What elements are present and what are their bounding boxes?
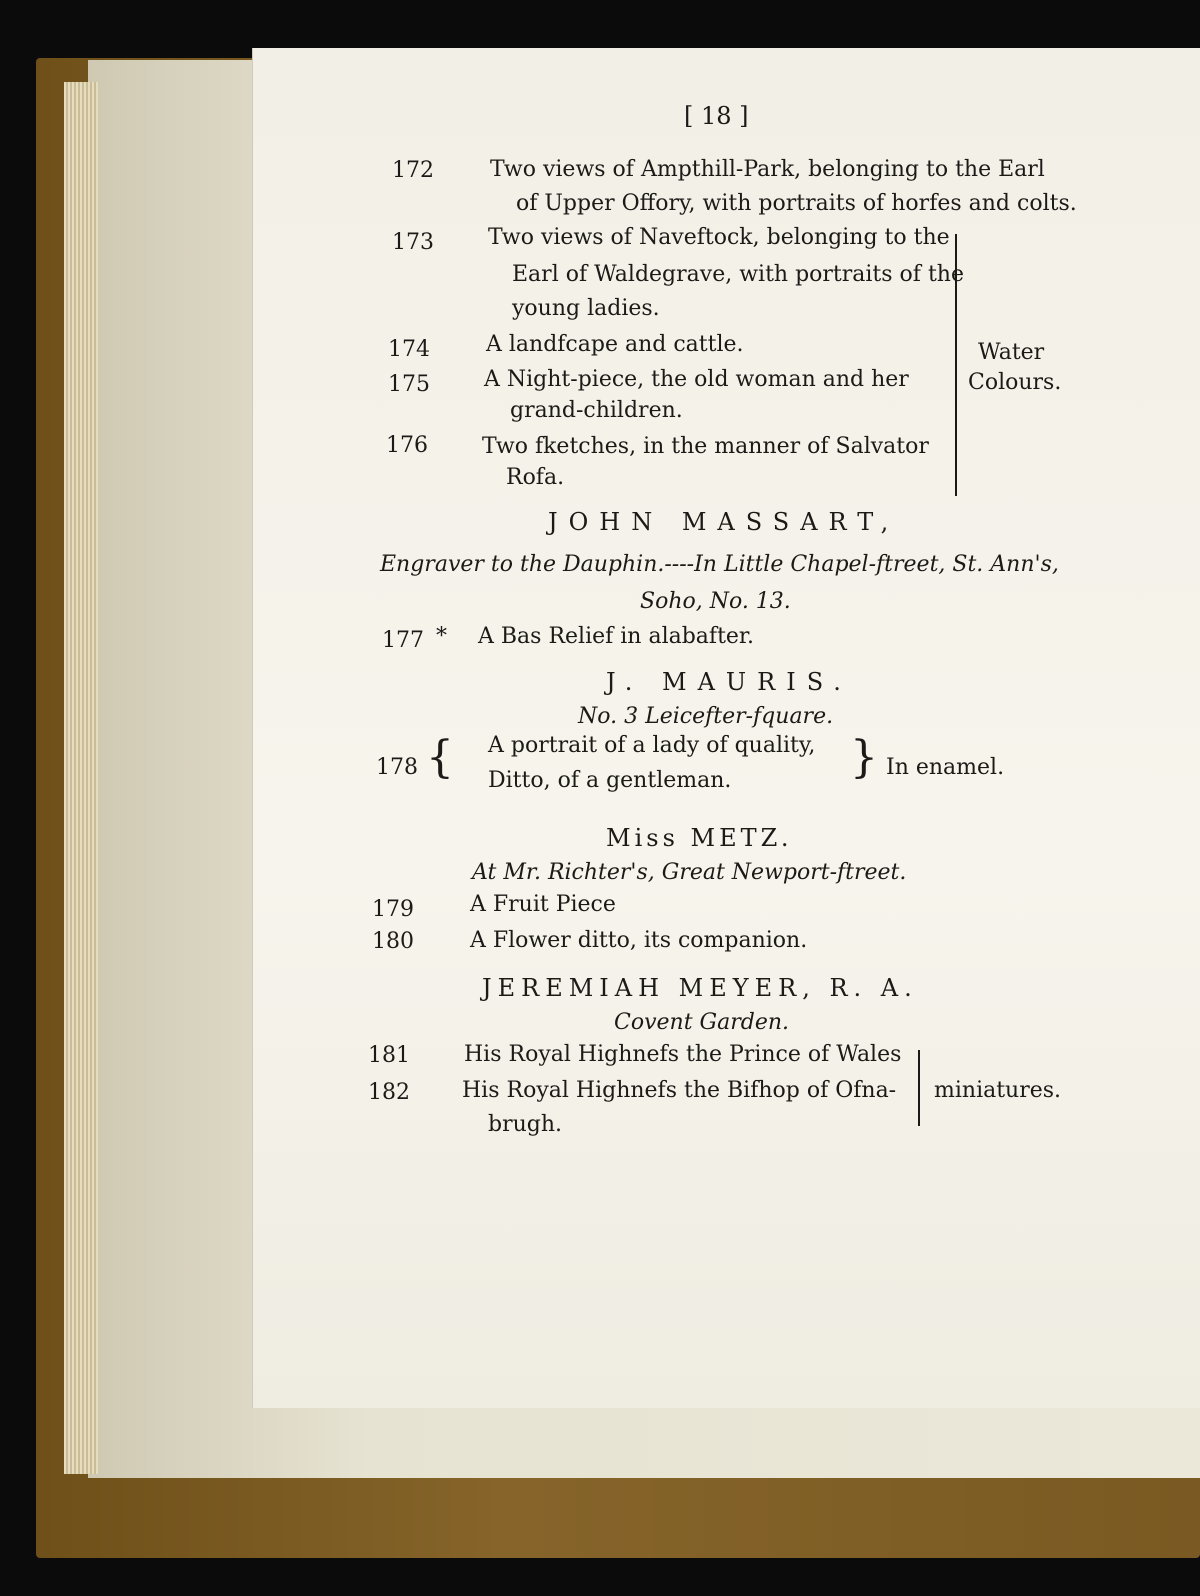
entry-text: His Royal Highnefs the Prince of Wales bbox=[464, 1042, 902, 1067]
artist-name: JOHN MASSART, bbox=[548, 508, 900, 536]
artist-address: No. 3 Leicefter-fquare. bbox=[578, 704, 834, 729]
entry-number: 173 bbox=[392, 230, 434, 255]
artist-name: Miss METZ. bbox=[606, 824, 793, 852]
brace-note: In enamel. bbox=[886, 755, 1005, 780]
page-number: [ 18 ] bbox=[684, 102, 749, 130]
page-edges bbox=[64, 82, 98, 1474]
entry-number: 177 bbox=[382, 628, 424, 653]
entry-number: 176 bbox=[386, 433, 428, 458]
artist-address: Engraver to the Dauphin.----In Little Chapel-ftreet, St. Ann's, bbox=[380, 552, 1059, 577]
entry-number: 172 bbox=[392, 158, 434, 183]
entry-text: A Night-piece, the old woman and her bbox=[484, 367, 909, 392]
entry-number: 181 bbox=[368, 1043, 410, 1068]
entry-number: 179 bbox=[372, 897, 414, 922]
entry-text: Rofa. bbox=[506, 465, 565, 490]
artist-address: Soho, No. 13. bbox=[640, 589, 791, 614]
entry-number: 182 bbox=[368, 1080, 410, 1105]
entry-text: of Upper Offory, with portraits of horfes and colts. bbox=[516, 191, 1077, 216]
artist-address: Covent Garden. bbox=[614, 1010, 790, 1035]
entry-number: 178 bbox=[376, 755, 418, 780]
entry-number: 180 bbox=[372, 929, 414, 954]
entry-mark: * bbox=[436, 624, 447, 649]
entry-text: Two views of Ampthill-Park, belonging to the Earl bbox=[490, 157, 1045, 182]
entry-text: His Royal Highnefs the Bifhop of Ofna- bbox=[462, 1078, 897, 1103]
brace bbox=[955, 234, 957, 496]
brace bbox=[918, 1050, 920, 1126]
entry-text: Earl of Waldegrave, with portraits of the bbox=[512, 262, 964, 287]
brace: { bbox=[426, 732, 454, 783]
entry-text: grand-children. bbox=[510, 398, 683, 423]
entry-text: A Bas Relief in alabafter. bbox=[478, 624, 755, 649]
entry-text: A Flower ditto, its companion. bbox=[470, 928, 808, 953]
entry-text: brugh. bbox=[488, 1112, 563, 1137]
brace-note: Colours. bbox=[968, 370, 1062, 395]
entry-text: A portrait of a lady of quality, bbox=[488, 733, 816, 758]
artist-name: JEREMIAH MEYER, R. A. bbox=[482, 974, 918, 1002]
entry-number: 175 bbox=[388, 372, 430, 397]
entry-text: young ladies. bbox=[512, 296, 660, 321]
entry-text: Ditto, of a gentleman. bbox=[488, 768, 732, 793]
entry-text: Two fketches, in the manner of Salvator bbox=[482, 434, 929, 459]
brace-note: miniatures. bbox=[934, 1078, 1062, 1103]
entry-text: Two views of Naveftock, belonging to the bbox=[488, 225, 950, 250]
brace-note: Water bbox=[978, 340, 1045, 365]
entry-text: A landfcape and cattle. bbox=[486, 332, 744, 357]
brace: } bbox=[850, 732, 878, 783]
entry-number: 174 bbox=[388, 337, 430, 362]
entry-text: A Fruit Piece bbox=[470, 892, 616, 917]
artist-name: J. MAURIS. bbox=[606, 668, 852, 696]
artist-address: At Mr. Richter's, Great Newport-ftreet. bbox=[472, 860, 907, 885]
